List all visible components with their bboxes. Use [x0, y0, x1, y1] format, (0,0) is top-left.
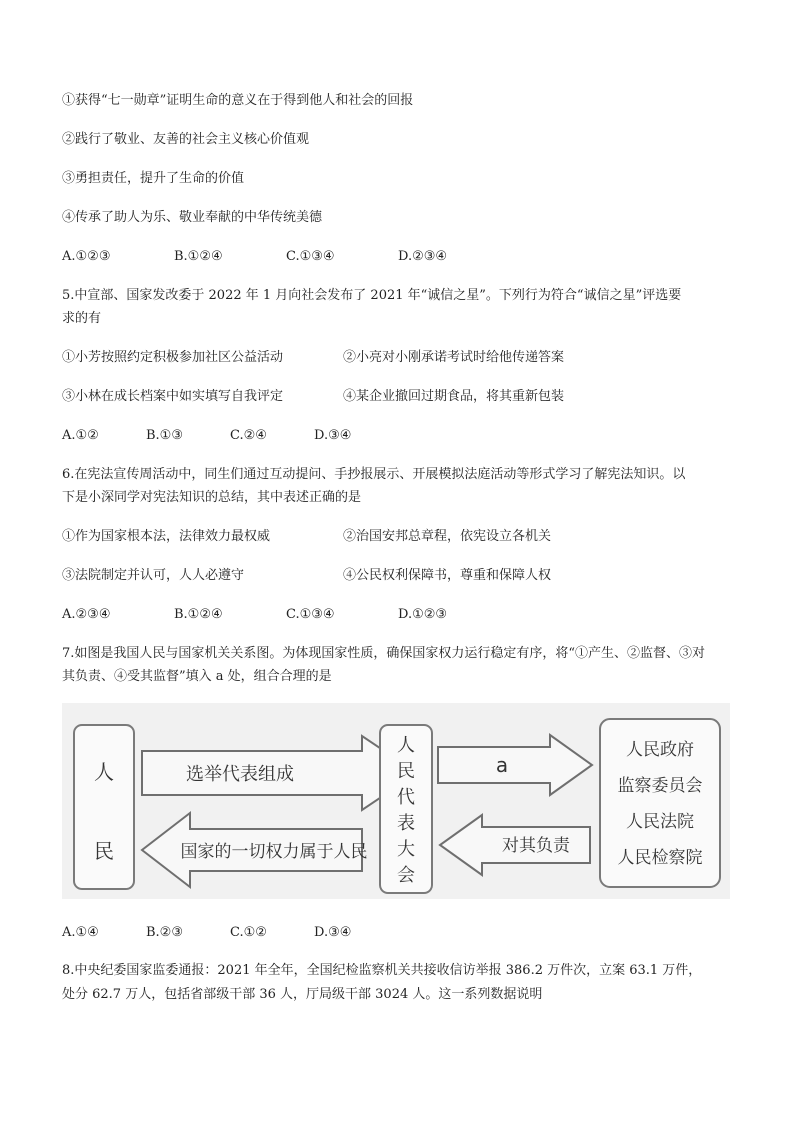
congress-char-1: 人 [397, 735, 415, 756]
q4-option-b: B.①②④ [174, 249, 223, 264]
organ-government: 人民政府 [626, 740, 694, 760]
q7-option-a: A.①④ [62, 925, 99, 940]
power-arrow-label: 国家的一切权力属于人民 [180, 842, 368, 862]
q6-options [62, 606, 447, 624]
q6-stem-line-2: 下是小深同学对宪法知识的总结，其中表述正确的是 [62, 490, 362, 505]
a-arrow-label: a [495, 753, 509, 777]
q6-statement-2: ②治国安邦总章程，依宪设立各机关 [343, 529, 552, 544]
congress-char-2: 民 [397, 761, 415, 782]
q6-statement-1: ①作为国家根本法，法律效力最权威 [62, 529, 271, 544]
q4-statement-3: ③勇担责任，提升了生命的价值 [62, 171, 245, 186]
responsible-arrow-label: 对其负责 [502, 836, 570, 856]
organ-supervisory-commission: 监察委员会 [617, 776, 703, 796]
q7-option-d: D.③④ [314, 925, 352, 940]
people-state-organs-diagram [62, 703, 730, 899]
q4-option-a: A.①②③ [62, 249, 111, 264]
q4-statement-4: ④传承了助人为乐、敬业奉献的中华传统美德 [62, 210, 323, 225]
q8-stem-line-2: 处分 62.7 万人，包括省部级干部 36 人，厅局级干部 3024 人。这一系列数据说明 [62, 987, 543, 1002]
q6-option-d: D.①②③ [398, 607, 448, 622]
congress-char-5: 大 [397, 839, 415, 860]
q4-option-d: D.②③④ [398, 249, 448, 264]
q6-statement-3: ③法院制定并认可，人人必遵守 [62, 568, 245, 583]
q4-option-c: C.①③④ [286, 249, 335, 264]
q7-option-c: C.①② [230, 925, 267, 940]
q4-options [62, 248, 447, 266]
q5-option-a: A.①② [62, 428, 99, 443]
q6-stem-line-1: 6.在宪法宣传周活动中，同生们通过互动提问、手抄报展示、开展模拟法庭活动等形式学习了解宪法知识。以 [62, 467, 686, 482]
elect-arrow-label: 选举代表组成 [186, 764, 294, 785]
q6-option-b: B.①②④ [174, 607, 223, 622]
q8-stem-line-1: 8.中央纪委国家监委通报：2021 年全年，全国纪检监察机关共接收信访举报 386.2 万件次，立案 63.1 万件， [62, 963, 702, 978]
q5-option-b: B.①③ [146, 428, 183, 443]
q5-statement-1: ①小芳按照约定积极参加社区公益活动 [62, 350, 284, 365]
congress-char-4: 表 [397, 813, 415, 834]
q6-option-c: C.①③④ [286, 607, 335, 622]
a-arrow [438, 735, 592, 795]
people-char-1: 人 [94, 760, 114, 784]
organ-court: 人民法院 [626, 812, 694, 832]
q5-option-c: C.②④ [230, 428, 267, 443]
q4-statement-2: ②践行了敬业、友善的社会主义核心价值观 [62, 132, 310, 147]
people-box [74, 725, 134, 889]
q7-options [62, 924, 351, 942]
q5-statement-2: ②小亮对小刚承诺考试时给他传递答案 [343, 350, 565, 365]
q5-stem-line-2: 求的有 [62, 311, 102, 326]
q5-statement-4: ④某企业撤回过期食品，将其重新包装 [343, 389, 565, 404]
people-char-2: 民 [94, 839, 114, 863]
q5-stem-line-1: 5.中宣部、国家发改委于 2022 年 1 月向社会发布了 2021 年“诚信之星”。下列行为符合“诚信之星”评选要 [62, 288, 682, 303]
q5-options [62, 427, 351, 445]
q5-option-d: D.③④ [314, 428, 352, 443]
q5-statement-3: ③小林在成长档案中如实填写自我评定 [62, 389, 284, 404]
q6-statement-4: ④公民权利保障书，尊重和保障人权 [343, 568, 552, 583]
q6-option-a: A.②③④ [62, 607, 111, 622]
q7-stem-line-1: 7.如图是我国人民与国家机关关系图。为体现国家性质，确保国家权力运行稳定有序，将“①产生、②监督、③对 [62, 646, 706, 661]
q7-option-b: B.②③ [146, 925, 183, 940]
organ-procuratorate: 人民检察院 [617, 848, 703, 868]
diagram-svg [62, 703, 730, 899]
q7-stem-line-2: 其负责、④受其监督”填入 a 处，组合合理的是 [62, 669, 332, 684]
congress-char-3: 代 [397, 787, 415, 808]
congress-char-6: 会 [397, 865, 415, 886]
q4-statement-1: ①获得“七一勋章”证明生命的意义在于得到他人和社会的回报 [62, 93, 414, 108]
